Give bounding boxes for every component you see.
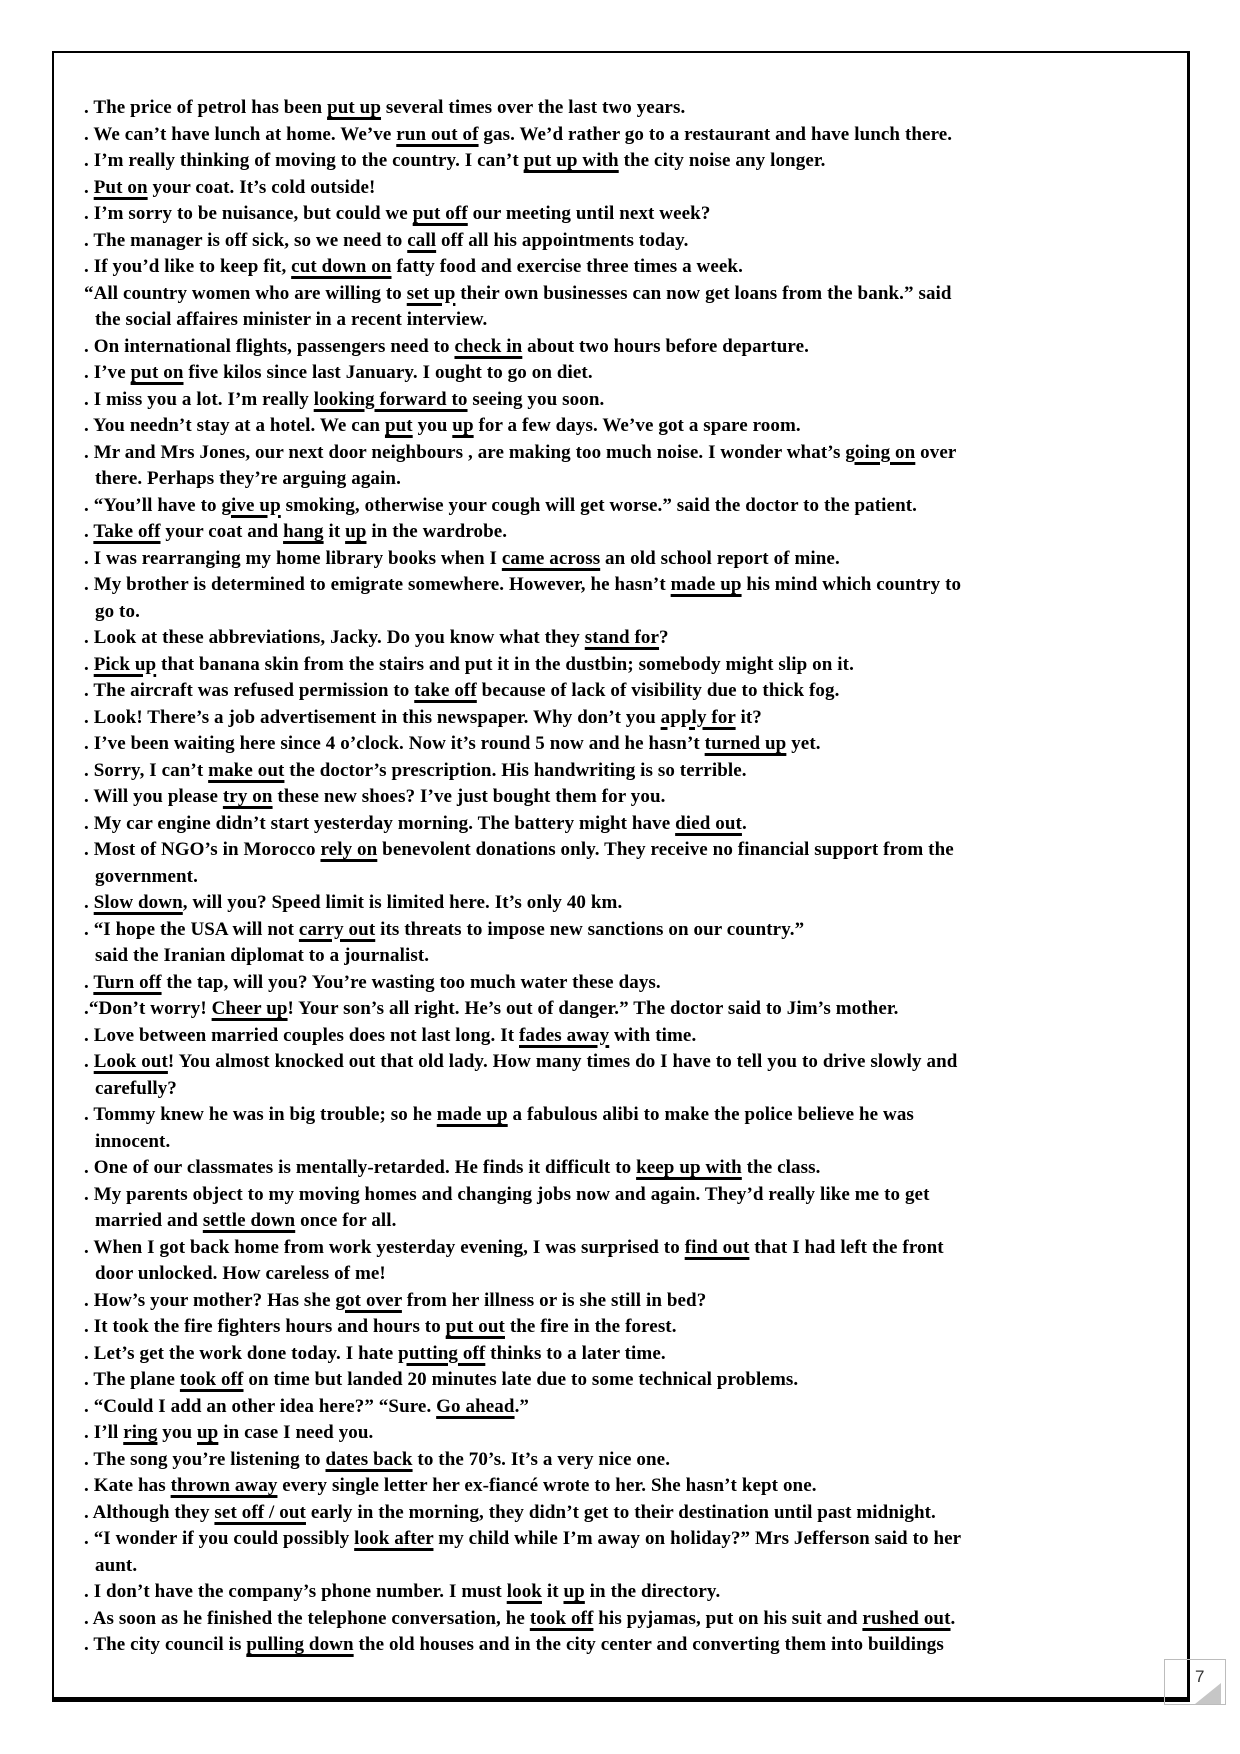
sentence (84, 1155, 1176, 1182)
sentence-text: his pyjamas, put on his suit and (593, 1607, 863, 1629)
sentence (84, 1182, 1176, 1235)
sentence-text: your coat. It’s cold outside! (147, 176, 376, 198)
sentence-text: said the Iranian diplomat to a journalist. (95, 945, 430, 966)
sentence-text: . (84, 1051, 94, 1072)
sentence-text: . I was rearranging my home library books when I (84, 547, 502, 569)
sentence-text: . (84, 892, 94, 913)
sentence-text: . When I got back home from work yesterday evening, I was surprised to (84, 1236, 685, 1258)
sentence (84, 1394, 1176, 1421)
sentence (84, 228, 1176, 255)
sentence-text: . Although they (84, 1501, 215, 1523)
sentence-text: . I’m really thinking of moving to the country. I can’t (84, 150, 524, 171)
sentence-text: . Most of NGO’s in Morocco (84, 839, 321, 860)
sentence-text: . Sorry, I can’t (84, 759, 209, 781)
phrasal-verb-underlined: put up (327, 97, 382, 118)
phrasal-verb-underlined: hang (283, 521, 324, 542)
sentence (84, 1288, 1176, 1315)
sentence-text: it (541, 1581, 564, 1602)
sentence (84, 281, 1176, 334)
sentence-text: off all his appointments today. (436, 229, 689, 251)
sentence-text: , will you? Speed limit is limited here. It’s only 40 km. (182, 892, 623, 913)
sentence-text: the old houses and in the city center and converting them into buildings (353, 1634, 944, 1655)
sentence-text: . Will you please (84, 786, 223, 807)
phrasal-verb-underlined: turned up (704, 733, 787, 754)
sentence-text: . I’ll (84, 1422, 124, 1443)
sentence (84, 413, 1176, 440)
phrasal-verb-underlined: Put on (93, 176, 148, 198)
sentence-text: . (84, 521, 94, 542)
sentence-text: . My car engine didn’t start yesterday morning. The battery might have (84, 812, 676, 834)
sentence-text: door unlocked. How careless of me! (95, 1263, 386, 1284)
phrasal-verb-underlined: up (563, 1581, 585, 1602)
sentence (84, 970, 1176, 997)
sentence (84, 731, 1176, 758)
sentence (84, 254, 1176, 281)
sentence-text: our meeting until next week? (467, 203, 711, 224)
sentence-text: fatty food and exercise three times a week. (391, 256, 743, 277)
sentence-text: . Let’s get the work done today. I hate (84, 1342, 399, 1364)
phrasal-verb-underlined: Pick up (93, 653, 157, 675)
sentence (84, 1367, 1176, 1394)
sentence-text: . Mr and Mrs Jones, our next door neighbours , are making too much noise. I wonder what’s (84, 441, 846, 463)
phrasal-verb-underlined: up (452, 415, 474, 436)
sentence (84, 1023, 1176, 1050)
phrasal-verb-underlined: apply for (660, 706, 736, 728)
sentence-text: . I don’t have the company’s phone number. I must (84, 1581, 507, 1602)
sentence-text: there. Perhaps they’re arguing again. (95, 468, 401, 489)
phrasal-verb-underlined: got over (335, 1289, 402, 1311)
sentence-text: its threats to impose new sanctions on our country.” (375, 918, 805, 940)
sentence (84, 917, 1176, 970)
phrasal-verb-underlined: rely on (320, 839, 378, 860)
phrasal-verb-underlined: up (345, 521, 367, 542)
phrasal-verb-underlined: died out (675, 812, 742, 834)
sentence-text: smoking, otherwise your cough will get worse.” said the doctor to the patient. (280, 494, 918, 516)
sentence-text: . (741, 812, 747, 834)
sentence-text: government. (95, 865, 198, 887)
phrasal-verb-underlined: put off (412, 203, 468, 224)
phrasal-verb-underlined: settle down (202, 1210, 296, 1231)
phrasal-verb-underlined: up (197, 1422, 219, 1443)
sentence-text: . One of our classmates is mentally-retarded. He finds it difficult to (84, 1157, 637, 1178)
sentence (84, 201, 1176, 228)
sentence-text: . “I wonder if you could possibly (84, 1528, 355, 1549)
page-curl-icon (1195, 1683, 1221, 1704)
sentence-text: . Look! There’s a job advertisement in this newspaper. Why don’t you (84, 706, 661, 728)
phrasal-verb-underlined: cut down on (291, 256, 392, 277)
sentence-text: . (84, 176, 94, 198)
sentence-text: . I’ve been waiting here since 4 o’clock. Now it’s round 5 now and he hasn’t (84, 733, 705, 754)
phrasal-verb-underlined: check in (454, 335, 523, 357)
phrasal-verb-underlined: put out (445, 1316, 505, 1337)
sentence-text: benevolent donations only. They receive no financial support from the (377, 839, 954, 860)
sentence (84, 1049, 1176, 1102)
sentence-text: you (412, 415, 453, 436)
sentence-text: . My brother is determined to emigrate somewhere. However, he hasn’t (84, 574, 671, 595)
sentence (84, 1606, 1176, 1633)
page-number: 7 (1195, 1667, 1205, 1686)
sentence (84, 837, 1176, 890)
sentence (84, 1447, 1176, 1474)
sentence-text: my child while I’m away on holiday?” Mrs Jefferson said to her (433, 1528, 962, 1549)
sentence-text: thinks to a later time. (485, 1342, 666, 1364)
phrasal-verb-underlined: Go ahead (436, 1395, 515, 1417)
sentence-text: carefully? (95, 1077, 177, 1099)
phrasal-verb-underlined: Take off (93, 521, 161, 542)
sentence-text: that I had left the front (749, 1236, 944, 1258)
sentence-text: five kilos since last January. I ought to go on diet. (183, 362, 593, 383)
phrasal-verb-underlined: came across (501, 547, 601, 569)
sentence-text: in the directory. (584, 1581, 721, 1602)
sentence-text: . How’s your mother? Has she (84, 1289, 336, 1311)
sentence (84, 1632, 1176, 1659)
sentence (84, 890, 1176, 917)
sentence-text: in case I need you. (218, 1422, 374, 1443)
sentence-text: . We can’t have lunch at home. We’ve (84, 123, 397, 145)
phrasal-verb-underlined: make out (208, 759, 285, 781)
sentence (84, 758, 1176, 785)
sentence-text: for a few days. We’ve got a spare room. (473, 415, 801, 436)
sentence-text: . The song you’re listening to (84, 1448, 326, 1470)
sentence-text: married and (95, 1210, 203, 1231)
sentence-text: about two hours before departure. (522, 335, 809, 357)
sentence-text: early in the morning, they didn’t get to their destination until past midnight. (305, 1501, 936, 1523)
phrasal-verb-underlined: set up (406, 282, 456, 304)
phrasal-verb-underlined: pulling down (246, 1634, 354, 1655)
phrasal-verb-underlined: put up with (523, 150, 619, 171)
phrasal-verb-underlined: give up (221, 494, 281, 516)
sentence (84, 493, 1176, 520)
sentence-text: gas. We’d rather go to a restaurant and have lunch there. (478, 123, 953, 145)
sentence (84, 1341, 1176, 1368)
sentence-text: your coat and (160, 521, 284, 542)
sentence (84, 811, 1176, 838)
sentence-text: . (84, 653, 94, 675)
phrasal-verb-underlined: took off (179, 1369, 244, 1390)
sentence-text: ! Your son’s all right. He’s out of danger.” The doctor said to Jim’s mother. (287, 998, 899, 1019)
sentence (84, 334, 1176, 361)
sentence-text: a fabulous alibi to make the police believe he was (507, 1104, 914, 1125)
sentence-text: his mind which country to (741, 574, 962, 595)
sentence-text: . You needn’t stay at a hotel. We can (84, 415, 385, 436)
sentence-text: .” (514, 1395, 530, 1417)
sentence-text: several times over the last two years. (381, 97, 686, 118)
sentence-text: ? (659, 627, 669, 648)
sentence-text: . I’m sorry to be nuisance, but could we (84, 203, 413, 224)
sentence-text: . Tommy knew he was in big trouble; so he (84, 1104, 437, 1125)
sentence-text: . “You’ll have to (84, 494, 222, 516)
phrasal-verb-underlined: look after (354, 1528, 434, 1549)
phrasal-verb-underlined: run out of (396, 123, 479, 145)
sentence (84, 387, 1176, 414)
phrasal-verb-underlined: looking forward to (313, 388, 468, 410)
sentence-text: . Kate has (84, 1475, 171, 1496)
sentence-text: . I’ve (84, 362, 131, 383)
sentence-text: . It took the fire fighters hours and hours to (84, 1316, 446, 1337)
sentence (84, 175, 1176, 202)
phrasal-verb-underlined: try on (222, 786, 273, 807)
sentence-text: . As soon as he finished the telephone conversation, he (84, 1607, 530, 1629)
sentence-text: . On international flights, passengers need to (84, 335, 455, 357)
sentence (84, 996, 1176, 1023)
sentence-text: in the wardrobe. (366, 521, 508, 542)
sentence-text: it? (735, 706, 762, 728)
sentence-text: over (915, 441, 957, 463)
sentence (84, 678, 1176, 705)
sentence-text: it (323, 521, 346, 542)
sentence (84, 122, 1176, 149)
sentence-text: the doctor’s prescription. His handwriting is so terrible. (284, 759, 747, 781)
sentence-text: . If you’d like to keep fit, (84, 256, 292, 277)
phrasal-verb-underlined: stand for (584, 627, 660, 648)
phrasal-verb-underlined: Turn off (93, 971, 162, 993)
sentence (84, 784, 1176, 811)
sentence (84, 1420, 1176, 1447)
phrasal-verb-underlined: fades away (519, 1024, 610, 1046)
sentence-text: . “Could I add an other idea here?” “Sure. (84, 1395, 437, 1417)
page-number-box (1164, 1659, 1226, 1705)
phrasal-verb-underlined: Look out (93, 1051, 168, 1072)
sentence-text: to the 70’s. It’s a very nice one. (412, 1448, 671, 1470)
phrasal-verb-underlined: made up (436, 1104, 508, 1125)
phrasal-verb-underlined: going on (845, 441, 916, 463)
sentence-text: . The plane (84, 1369, 180, 1390)
page-border (52, 51, 1190, 1702)
sentence-text: the social affaires minister in a recent interview. (95, 309, 488, 330)
sentence (84, 1235, 1176, 1288)
phrasal-verb-underlined: ring (123, 1422, 158, 1443)
sentence-text: . The price of petrol has been (84, 97, 328, 118)
sentence-text: from her illness or is she still in bed? (401, 1289, 707, 1311)
phrasal-verb-underlined: Slow down (93, 892, 183, 913)
sentence (84, 360, 1176, 387)
sentence-text: the fire in the forest. (504, 1316, 677, 1337)
sentence-text: that banana skin from the stairs and put it in the dustbin; somebody might slip on it. (156, 653, 854, 675)
sentence (84, 1500, 1176, 1527)
sentence (84, 1314, 1176, 1341)
sentence-text: “All country women who are willing to (84, 282, 407, 304)
phrasal-verb-underlined: Cheer up (211, 998, 288, 1019)
sentence-text: with time. (609, 1024, 697, 1046)
phrasal-verb-underlined: thrown away (170, 1475, 278, 1496)
sentence (84, 1473, 1176, 1500)
sentence-text: ! You almost knocked out that old lady. How many times do I have to tell you to drive slowly and (167, 1051, 958, 1072)
sentence-text: the tap, will you? You’re wasting too much water these days. (161, 971, 661, 993)
sentence-text: seeing you soon. (467, 388, 605, 410)
phrasal-verb-underlined: find out (684, 1236, 750, 1258)
sentence-text: . (950, 1607, 956, 1629)
phrasal-verb-underlined: take off (414, 680, 477, 701)
sentence-text: . Love between married couples does not last long. It (84, 1024, 519, 1046)
sentence (84, 705, 1176, 732)
sentence-text: . The manager is off sick, so we need to (84, 229, 408, 251)
sentence-text: these new shoes? I’ve just bought them for you. (272, 786, 666, 807)
sentence-text: . (84, 971, 94, 993)
phrasal-verb-underlined: dates back (325, 1448, 413, 1470)
sentence-text: innocent. (95, 1130, 171, 1152)
sentence-text: . The city council is (84, 1634, 247, 1655)
sentence (84, 652, 1176, 679)
phrasal-verb-underlined: made up (670, 574, 742, 595)
sentence-text: . “I hope the USA will not (84, 918, 299, 940)
phrasal-verb-underlined: put on (130, 362, 184, 383)
phrasal-verb-underlined: took off (529, 1607, 594, 1629)
phrasal-verb-underlined: putting off (398, 1342, 486, 1364)
phrasal-verb-underlined: rushed out (862, 1607, 951, 1629)
sentence (84, 1579, 1176, 1606)
sentence-text: . The aircraft was refused permission to (84, 680, 415, 701)
sentence (84, 148, 1176, 175)
phrasal-verb-underlined: carry out (298, 918, 376, 940)
sentence-text: their own businesses can now get loans from the bank.” said (455, 282, 952, 304)
sentence (84, 572, 1176, 625)
sentence (84, 1526, 1176, 1579)
exercise-sentence-list (84, 95, 1176, 1659)
sentence-text: the city noise any longer. (618, 150, 826, 171)
sentence (84, 625, 1176, 652)
sentence (84, 1102, 1176, 1155)
sentence (84, 440, 1176, 493)
sentence-text: once for all. (295, 1210, 397, 1231)
sentence-text: . I miss you a lot. I’m really (84, 388, 314, 410)
sentence (84, 519, 1176, 546)
sentence-text: go to. (95, 600, 140, 622)
sentence-text: aunt. (95, 1554, 138, 1576)
sentence-text: yet. (786, 733, 821, 754)
sentence (84, 95, 1176, 122)
phrasal-verb-underlined: look (506, 1581, 542, 1602)
sentence-text: because of lack of visibility due to thick fog. (476, 680, 840, 701)
sentence-text: the class. (741, 1157, 821, 1178)
sentence-text: .“Don’t worry! (84, 998, 212, 1019)
sentence-text: you (157, 1422, 197, 1443)
sentence-text: on time but landed 20 minutes late due to some technical problems. (243, 1369, 799, 1390)
phrasal-verb-underlined: call (407, 229, 437, 251)
sentence-text: . Look at these abbreviations, Jacky. Do you know what they (84, 627, 585, 648)
sentence-text: an old school report of mine. (600, 547, 840, 569)
sentence-text: . My parents object to my moving homes and changing jobs now and again. They’d really like me to get (84, 1183, 930, 1205)
phrasal-verb-underlined: put (384, 415, 413, 436)
phrasal-verb-underlined: set off / out (214, 1501, 306, 1523)
phrasal-verb-underlined: keep up with (636, 1157, 742, 1178)
sentence (84, 546, 1176, 573)
sentence-text: every single letter her ex-fiancé wrote to her. She hasn’t kept one. (277, 1475, 817, 1496)
